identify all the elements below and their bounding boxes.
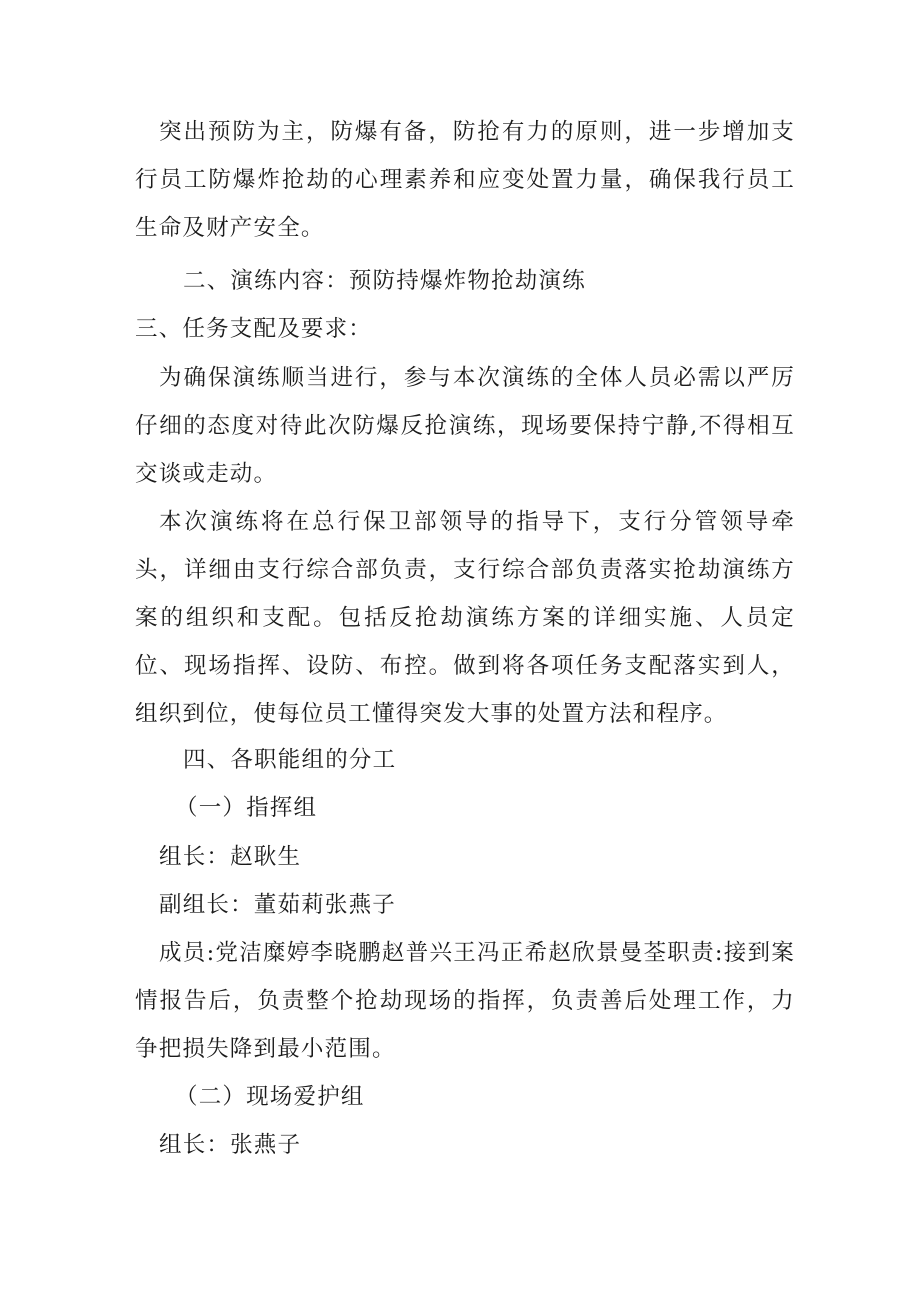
paragraph-drill-organization: 本次演练将在总行保卫部领导的指导下，支行分管领导牵头，详细由支行综合部负责，支行综合部负责落实抢劫演练方案的组织和支配。包括反抢劫演练方案的详细实施、人员定位、现场指挥、设防、布控。做到将各项任务支配落实到人，组织到位，使每位员工懂得突发大事的处置方法和程序。 [135,509,795,727]
subsection-heading-scene-protection-group: （二）现场爱护组 [175,1084,365,1110]
command-group-leader: 组长：赵耿生 [159,844,302,870]
scene-protection-group-leader: 组长：张燕子 [159,1132,302,1158]
paragraph-principle: 突出预防为主，防爆有备，防抢有力的原则，进一步增加支行员工防爆炸抢劫的心理素养和应变处置力量，确保我行员工生命及财产安全。 [135,119,795,241]
section-heading-drill-content: 二、演练内容：预防持爆炸物抢劫演练 [183,268,586,294]
subsection-heading-command-group: （一）指挥组 [175,795,318,821]
section-heading-group-division: 四、各职能组的分工 [183,747,397,773]
paragraph-drill-requirements: 为确保演练顺当进行，参与本次演练的全体人员必需以严厉仔细的态度对待此次防爆反抢演练，现场要保持宁静,不得相互交谈或走动。 [135,365,795,487]
command-group-members-duties: 成员:党洁糜婷李晓鹏赵普兴王冯正希赵欣景曼荃职责:接到案情报告后，负责整个抢劫现场的指挥，负责善后处理工作，力争把损失降到最小范围。 [135,940,795,1062]
section-heading-task-arrangement: 三、任务支配及要求： [135,316,373,342]
command-group-deputy-leader: 副组长：董茹莉张燕子 [159,892,397,918]
